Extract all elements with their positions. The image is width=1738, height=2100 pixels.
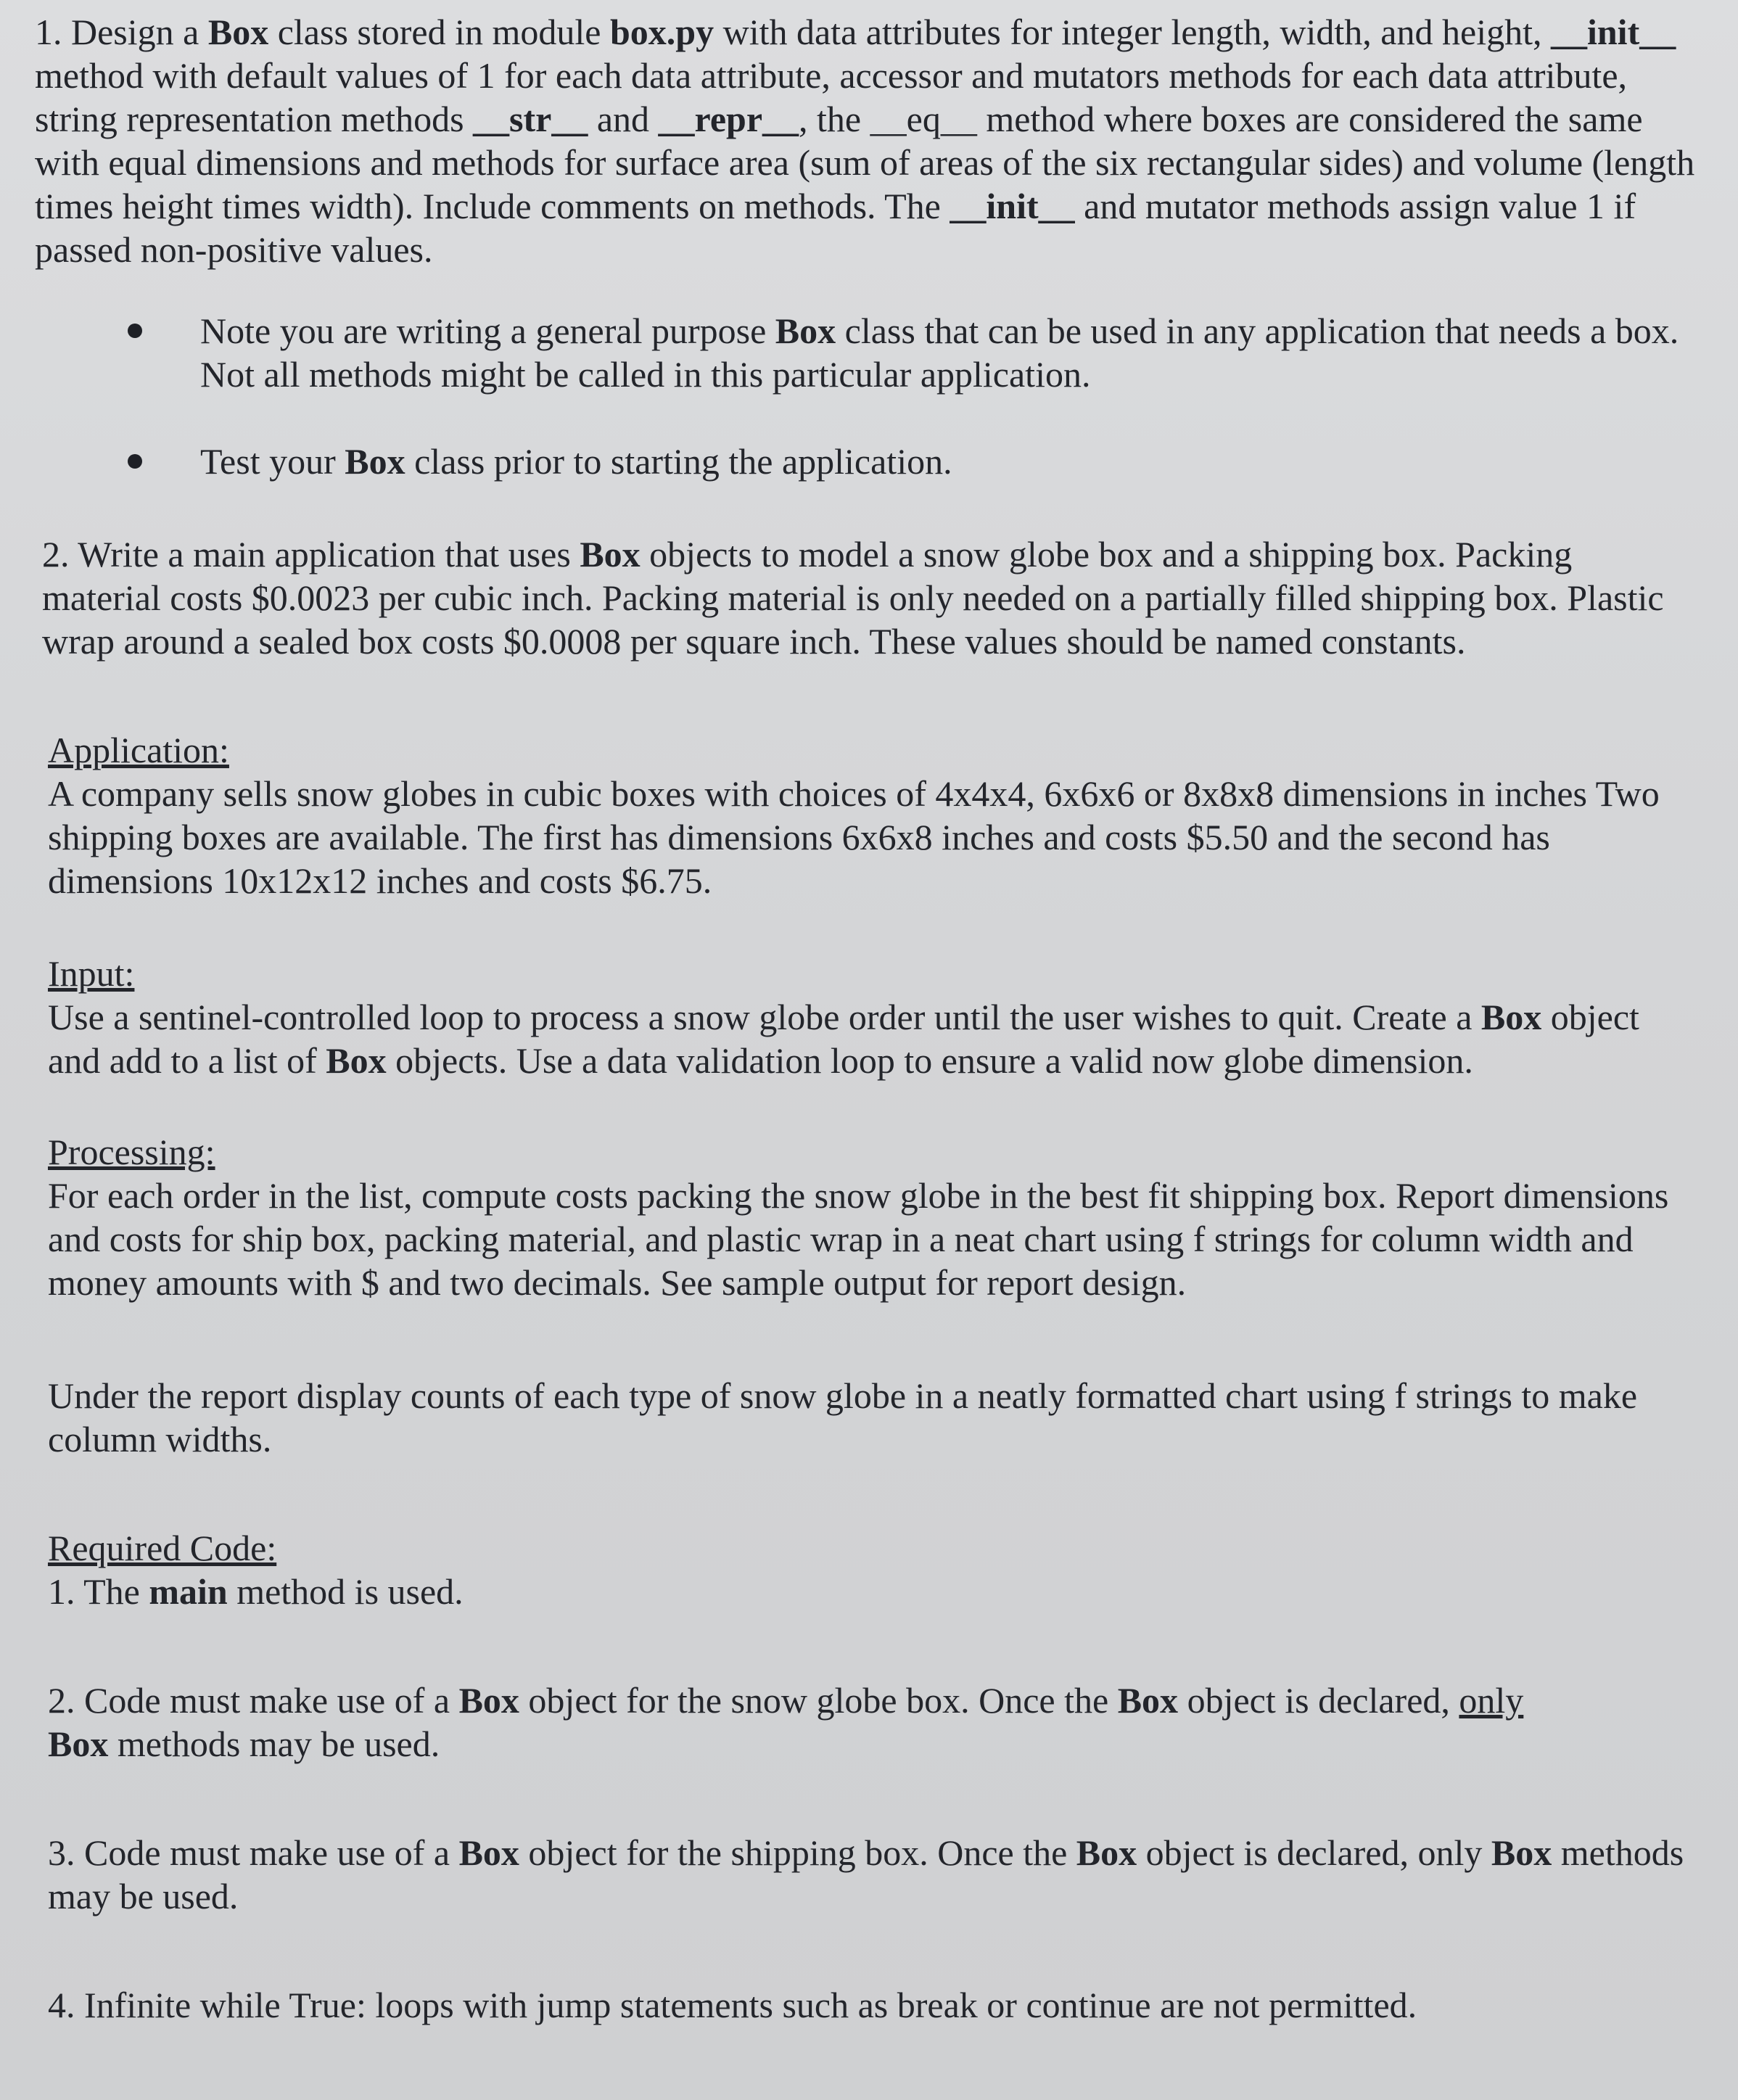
input-text-b: object and add to a list of <box>48 997 1639 1081</box>
req1-main-word: main <box>149 1571 228 1612</box>
required-item-1 <box>48 1570 1694 1613</box>
q1-text-3: with data attributes for integer length, width, and height, <box>714 12 1551 52</box>
application-heading: Application: <box>48 730 229 770</box>
bullet-dot-icon <box>128 324 142 338</box>
req2-box-word-3: Box <box>48 1724 109 1764</box>
req3-text-b: object for the shipping box. Once the <box>519 1832 1076 1873</box>
required-item-2 <box>48 1679 1694 1766</box>
q2-text-a: 2. Write a main application that uses <box>42 534 580 575</box>
req3-box-word-2: Box <box>1076 1832 1137 1873</box>
q1-text-2: class stored in module <box>268 12 610 52</box>
q1-init-method-2: __init__ <box>950 186 1075 226</box>
processing-text: For each order in the list, compute costs packing the snow globe in the best fit shipping box. Report dimensions and costs for ship box, packing material, and plastic wrap in a neat chart using f strings for column width and money amounts with $ and two decimals. See sample output for report design. <box>48 1175 1669 1303</box>
q2-text-b: objects to model a snow globe box and a shipping box. Packing material costs $0.0023 per cubic inch. Packing material is only needed on a partially filled shipping box. Plastic wrap around a sealed box costs $0.0008 per square inch. These values should be named constants. <box>42 534 1664 662</box>
input-text-a: Use a sentinel-controlled loop to process a snow globe order until the user wishes to quit. Create a <box>48 997 1481 1037</box>
input-section <box>48 952 1694 1082</box>
req3-text-a: 3. Code must make use of a <box>48 1832 459 1873</box>
q2-box-word: Box <box>580 534 641 575</box>
required-item-3 <box>48 1831 1694 1918</box>
q1-repr-method: __repr__ <box>658 99 799 139</box>
processing-heading: Processing: <box>48 1132 215 1172</box>
req2-text-a: 2. Code must make use of a <box>48 1680 459 1721</box>
question-1 <box>35 10 1696 271</box>
req2-text-d: methods may be used. <box>108 1724 440 1764</box>
q1-eq-method: __eq__ <box>870 99 977 139</box>
q1-text-1: 1. Design a <box>35 12 208 52</box>
q1-box-word: Box <box>207 12 269 52</box>
application-text: A company sells snow globes in cubic boxes with choices of 4x4x4, 6x6x6 or 8x8x8 dimensions in inches Two shipping boxes are available. The first has dimensions 6x6x8 inches and costs $5.50 and the second has dimensions 10x12x12 inches and costs $6.75. <box>48 773 1660 901</box>
req3-box-word: Box <box>458 1832 519 1873</box>
q1-text-4: method with default values of 1 for each data attribute, accessor and mutators methods for each data attribute, string representation methods <box>35 55 1628 139</box>
assignment-page <box>35 10 1703 2027</box>
required-code-heading: Required Code: <box>48 1528 277 1568</box>
bullet-dot-icon <box>128 454 142 469</box>
bullet-2-text-a: Test your <box>200 441 345 482</box>
required-item-4: 4. Infinite while True: loops with jump statements such as break or continue are not permitted. <box>48 1985 1417 2025</box>
q1-text-8: and mutator methods assign value 1 if passed non-positive values. <box>35 186 1636 270</box>
req2-text-b: object for the snow globe box. Once the <box>519 1680 1118 1721</box>
required-code-section <box>48 1526 1694 2027</box>
q1-init-method: __init__ <box>1550 12 1676 52</box>
bullet-2-text-b: class prior to starting the application. <box>405 441 952 482</box>
processing-report-note: Under the report display counts of each type of snow globe in a neatly formatted chart using f strings to make column widths. <box>48 1375 1638 1459</box>
q1-text-5: and <box>588 99 659 139</box>
q1-str-method: __str__ <box>473 99 588 139</box>
bullet-item-test <box>93 440 1689 483</box>
q1-text-6: , the <box>799 99 870 139</box>
input-text-c: objects. Use a data validation loop to ensure a valid now globe dimension. <box>386 1040 1473 1081</box>
req3-text-c: object is declared, only <box>1137 1832 1491 1873</box>
processing-section <box>48 1130 1694 1461</box>
req2-box-word-2: Box <box>1117 1680 1179 1721</box>
bullet-1-text-a: Note you are writing a general purpose <box>200 310 775 351</box>
bullet-1-text-b: class that can be used in any application that needs a box. Not all methods might be called in this particular application. <box>200 310 1679 395</box>
req1-text-a: 1. The <box>48 1571 149 1612</box>
q1-text-7: method where boxes are considered the same with equal dimensions and methods for surface area (sum of areas of the six rectangular sides) and volume (length times height times width). Include comments on methods. The <box>35 99 1695 226</box>
req2-box-word: Box <box>458 1680 519 1721</box>
req2-text-c: object is declared, <box>1178 1680 1459 1721</box>
bullet-list <box>93 309 1689 483</box>
bullet-2-box-word: Box <box>345 441 405 482</box>
req2-only-word: only <box>1459 1680 1524 1721</box>
q1-module-name: box.py <box>609 12 714 52</box>
input-heading: Input: <box>48 953 135 994</box>
application-section <box>48 728 1694 902</box>
req3-text-d: methods may be used. <box>48 1832 1684 1916</box>
req3-box-word-3: Box <box>1491 1832 1552 1873</box>
req1-text-b: method is used. <box>227 1571 464 1612</box>
input-box-word-1: Box <box>1480 997 1542 1037</box>
bullet-item-general-purpose <box>93 309 1689 396</box>
bullet-1-box-word: Box <box>775 310 836 351</box>
input-box-word-2: Box <box>326 1040 387 1081</box>
question-2 <box>42 532 1689 663</box>
